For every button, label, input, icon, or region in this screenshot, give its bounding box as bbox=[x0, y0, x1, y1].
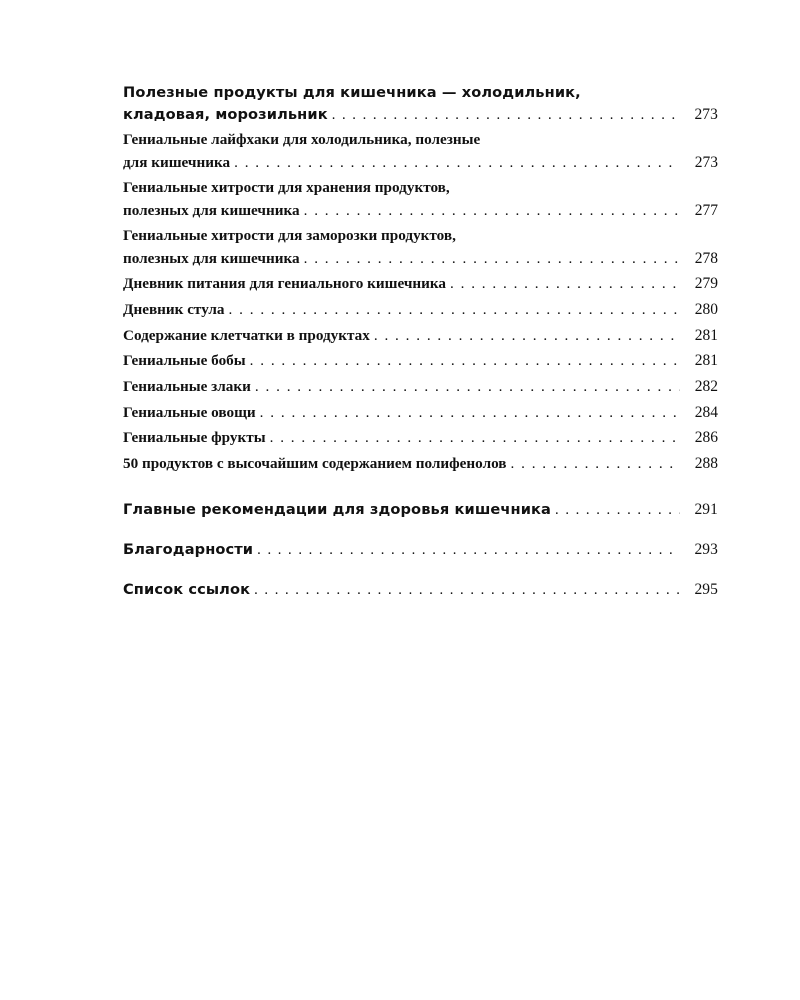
dot-leader bbox=[304, 200, 680, 223]
toc-entry-page-number: 273 bbox=[694, 106, 718, 123]
toc-entry-page-number: 286 bbox=[694, 429, 718, 447]
toc-entry-page-number: 273 bbox=[694, 153, 718, 171]
dot-leader bbox=[254, 579, 680, 601]
toc-entry[interactable] bbox=[123, 499, 718, 521]
toc-entry[interactable] bbox=[123, 273, 718, 296]
toc-entry-page-number: 293 bbox=[694, 540, 718, 558]
toc-entry-page-number: 278 bbox=[694, 249, 718, 267]
toc-entry-title: Гениальные злаки bbox=[123, 377, 251, 395]
toc-entry-page-number: 277 bbox=[694, 201, 718, 219]
toc-entry[interactable] bbox=[123, 225, 718, 270]
toc-entry-page-number: 291 bbox=[694, 500, 718, 518]
toc-entry-title-line-2: кладовая, морозильник bbox=[123, 106, 328, 123]
toc-entry-title: Гениальные фрукты bbox=[123, 429, 266, 447]
toc-entry[interactable] bbox=[123, 427, 718, 450]
toc-entry-page-number: 281 bbox=[694, 326, 718, 344]
toc-entry[interactable] bbox=[123, 325, 718, 348]
toc-entry[interactable] bbox=[123, 129, 718, 174]
dot-leader bbox=[511, 453, 680, 476]
dot-leader bbox=[229, 299, 680, 322]
toc-entry[interactable] bbox=[123, 376, 718, 399]
dot-leader bbox=[260, 402, 680, 425]
toc-entry-title: Список ссылок bbox=[123, 580, 251, 598]
dot-leader bbox=[555, 499, 680, 521]
toc-entry-title-line-2: полезных для кишечника bbox=[123, 249, 300, 267]
toc-entry-title-line-2: для кишечника bbox=[123, 153, 231, 171]
toc-entry-title: Дневник питания для гениального кишечника bbox=[123, 275, 447, 293]
toc-entry[interactable] bbox=[123, 177, 718, 222]
toc-entry-page-number: 279 bbox=[694, 275, 718, 293]
dot-leader bbox=[257, 539, 680, 561]
toc-entry-title: 50 продуктов с высочайшим содержанием полифенолов bbox=[123, 455, 507, 472]
toc-entry-title: Главные рекомендации для здоровья кишечника bbox=[123, 500, 552, 518]
dot-leader bbox=[255, 376, 680, 399]
toc-entry-title-line-1: Гениальные хитрости для заморозки продуктов, bbox=[123, 227, 456, 244]
toc-entry-title: Дневник стула bbox=[123, 300, 225, 318]
dot-leader bbox=[234, 152, 680, 175]
toc-entry[interactable] bbox=[123, 539, 718, 561]
dot-leader bbox=[450, 273, 680, 296]
toc-entry[interactable] bbox=[123, 453, 718, 476]
toc-entry-title-line-2: полезных для кишечника bbox=[123, 201, 300, 219]
toc-entry-page-number: 288 bbox=[694, 455, 718, 472]
toc-entry[interactable] bbox=[123, 402, 718, 425]
toc-entry-title-line-1: Полезные продукты для кишечника — холодильник, bbox=[123, 84, 581, 101]
toc-entry-title: Содержание клетчатки в продуктах bbox=[123, 326, 370, 344]
dot-leader bbox=[250, 350, 680, 373]
dot-leader bbox=[304, 248, 680, 271]
toc-entry-page-number: 282 bbox=[694, 377, 718, 395]
dot-leader bbox=[270, 427, 680, 450]
dot-leader bbox=[332, 104, 680, 126]
toc-entry-title: Гениальные бобы bbox=[123, 352, 246, 370]
toc-entry-title-line-1: Гениальные хитрости для хранения продуктов, bbox=[123, 179, 450, 196]
toc-entry-page-number: 281 bbox=[694, 352, 718, 370]
dot-leader bbox=[374, 325, 680, 348]
toc-entry-page-number: 284 bbox=[694, 403, 718, 421]
toc-entry[interactable] bbox=[123, 350, 718, 373]
toc-entry[interactable] bbox=[123, 82, 718, 126]
toc-entry-title-line-1: Гениальные лайфхаки для холодильника, полезные bbox=[123, 131, 481, 148]
toc-entry-title: Гениальные овощи bbox=[123, 403, 256, 421]
toc-entry[interactable] bbox=[123, 299, 718, 322]
toc-entry-title: Благодарности bbox=[123, 540, 254, 558]
toc-entry[interactable] bbox=[123, 579, 718, 601]
table-of-contents bbox=[123, 82, 718, 601]
toc-entry-page-number: 295 bbox=[694, 580, 718, 598]
toc-entry-page-number: 280 bbox=[694, 300, 718, 318]
